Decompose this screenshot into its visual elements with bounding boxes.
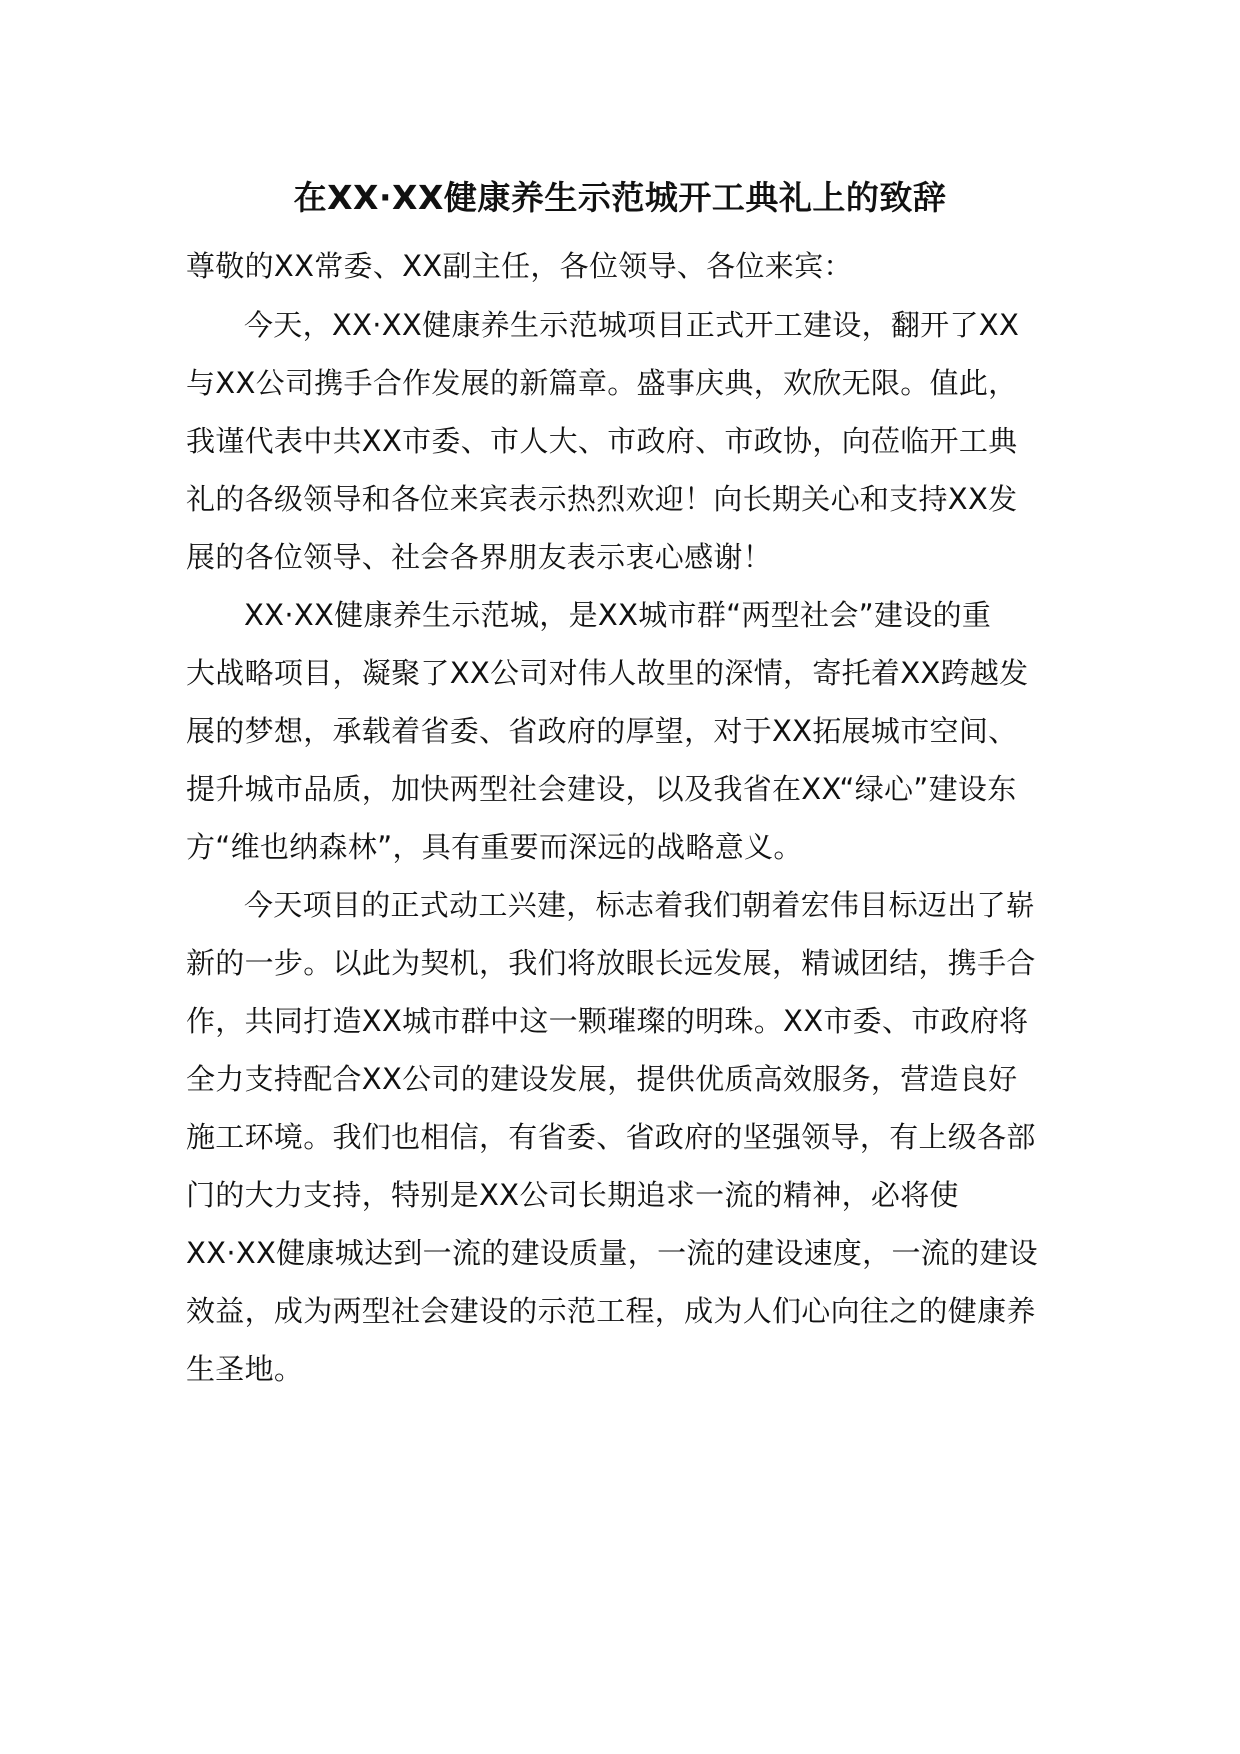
paragraph-1-line-4: 礼的各级领导和各位来宾表示热烈欢迎！向长期关心和支持XX发 (186, 482, 1018, 516)
paragraph-3-line-8: 效益，成为两型社会建设的示范工程，成为人们心向往之的健康养 (186, 1294, 1036, 1328)
paragraph-3-line-3: 作，共同打造XX城市群中这一颗璀璨的明珠。XX市委、市政府将 (186, 1004, 1029, 1038)
paragraph-2-line-3: 展的梦想，承载着省委、省政府的厚望，对于XX拓展城市空间、 (186, 714, 1018, 748)
paragraph-1-line-1: 今天，XX·XX健康养生示范城项目正式开工建设，翻开了XX (244, 308, 1020, 342)
paragraph-1-line-5: 展的各位领导、社会各界朋友表示衷心感谢！ (186, 540, 773, 574)
paragraph-2-line-5: 方“维也纳森林”，具有重要而深远的战略意义。 (186, 830, 803, 864)
salutation: 尊敬的XX常委、XX副主任，各位领导、各位来宾： (186, 249, 853, 283)
paragraph-3-line-7: XX·XX健康城达到一流的建设质量，一流的建设速度，一流的建设 (186, 1236, 1038, 1270)
paragraph-2-line-4: 提升城市品质，加快两型社会建设，以及我省在XX“绿心”建设东 (186, 772, 1017, 806)
paragraph-1-line-3: 我谨代表中共XX市委、市人大、市政府、市政协，向莅临开工典 (186, 424, 1018, 458)
paragraph-1-line-2: 与XX公司携手合作发展的新篇章。盛事庆典，欢欣无限。值此， (186, 366, 1018, 400)
document-title: 在XX·XX健康养生示范城开工典礼上的致辞 (293, 178, 947, 217)
paragraph-3-line-5: 施工环境。我们也相信，有省委、省政府的坚强领导，有上级各部 (186, 1120, 1036, 1154)
paragraph-3-line-4: 全力支持配合XX公司的建设发展，提供优质高效服务，营造良好 (186, 1062, 1018, 1096)
paragraph-3-line-1: 今天项目的正式动工兴建，标志着我们朝着宏伟目标迈出了崭 (244, 888, 1036, 922)
paragraph-3-line-2: 新的一步。以此为契机，我们将放眼长远发展，精诚团结，携手合 (186, 946, 1036, 980)
paragraph-3-line-6: 门的大力支持，特别是XX公司长期追求一流的精神，必将使 (186, 1178, 959, 1212)
paragraph-3-line-9: 生圣地。 (186, 1352, 304, 1386)
paragraph-2-line-1: XX·XX健康养生示范城，是XX城市群“两型社会”建设的重 (244, 598, 992, 632)
paragraph-2-line-2: 大战略项目，凝聚了XX公司对伟人故里的深情，寄托着XX跨越发 (186, 656, 1029, 690)
